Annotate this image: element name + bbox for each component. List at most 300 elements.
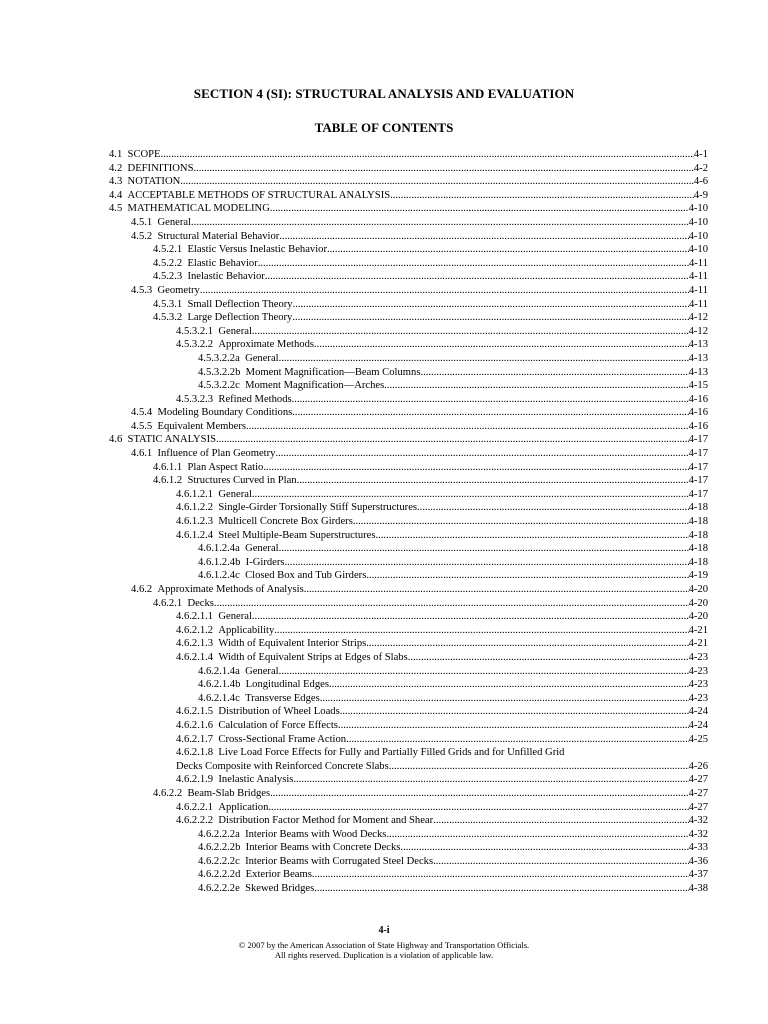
toc-entry-text [131, 447, 275, 461]
toc-entry-number: 4.6.1.2.4 [176, 529, 214, 541]
toc-entry-title: Closed Box and Tub Girders [245, 570, 367, 582]
toc-entry[interactable] [109, 678, 708, 692]
toc-entry-text [198, 855, 433, 869]
toc-entry-text [198, 882, 314, 896]
toc-entry-page: 4-33 [688, 842, 708, 854]
toc-entry-number: 4.6.2.2.2 [176, 815, 214, 827]
toc-entry-page: 4-17 [688, 488, 708, 500]
toc-entry-text [198, 569, 366, 583]
toc-entry-text [176, 393, 292, 407]
toc-entry[interactable] [109, 461, 708, 475]
toc-entry[interactable] [109, 175, 708, 189]
toc-entry[interactable] [109, 447, 708, 461]
toc-entry-page: 4-10 [688, 203, 708, 215]
toc-entry-title: Applicability [218, 624, 275, 636]
dot-leader [268, 801, 688, 815]
toc-entry-text [176, 637, 366, 651]
toc-entry[interactable] [109, 162, 708, 176]
toc-entry-page: 4-20 [688, 611, 708, 623]
toc-entry-number: 4.6.2.2.2b [198, 842, 241, 854]
toc-entry-number: 4.6.1.2.4b [198, 556, 241, 568]
toc-entry-number: 4.6.2.1.1 [176, 611, 214, 623]
toc-entry[interactable] [109, 257, 708, 271]
toc-entry-page: 4-24 [688, 706, 708, 718]
dot-leader [214, 597, 689, 611]
dot-leader [390, 189, 694, 203]
toc-entry-page: 4-21 [688, 624, 708, 636]
toc-entry-number: 4.5.2.2 [153, 257, 183, 269]
dot-leader [252, 488, 689, 502]
toc-entry-title: NOTATION [127, 176, 181, 188]
toc-title: TABLE OF CONTENTS [314, 120, 454, 135]
toc-entry-page: 4-11 [688, 298, 708, 310]
toc-entry-title: Small Deflection Theory [187, 298, 293, 310]
toc-entry-number: 4.5.3.2.1 [176, 325, 214, 337]
dot-leader [420, 366, 688, 380]
toc-entry[interactable] [109, 787, 708, 801]
toc-entry[interactable] [109, 393, 708, 407]
toc-entry-number: 4.5.3.2.2 [176, 339, 214, 351]
toc-entry-page: 4-11 [688, 284, 708, 296]
toc-entry-text [131, 583, 304, 597]
toc-entry-number: 4.6.2.2.1 [176, 801, 214, 813]
toc-entry-page: 4-16 [688, 420, 708, 432]
dot-leader [304, 583, 689, 597]
toc-entry-page: 4-10 [688, 230, 708, 242]
toc-entry[interactable] [109, 366, 708, 380]
toc-entry-number: 4.6.2.2.2e [198, 883, 240, 895]
toc-entry-title: Decks [187, 597, 214, 609]
toc-entry-text [153, 597, 214, 611]
toc-entry-text [153, 257, 258, 271]
toc-entry-page: 4-11 [688, 271, 708, 283]
toc-entry[interactable] [109, 719, 708, 733]
toc-entry-title: Interior Beams with Concrete Decks [245, 842, 401, 854]
toc-entry[interactable] [109, 243, 708, 257]
dot-leader [180, 175, 694, 189]
toc-entry-title: Approximate Methods [218, 339, 314, 351]
toc-entry-text [176, 651, 408, 665]
toc-entry-page: 4-27 [688, 801, 708, 813]
toc-entry[interactable] [109, 488, 708, 502]
toc-entry-title: Inelastic Behavior [187, 271, 265, 283]
toc-entry-text [176, 515, 353, 529]
toc-entry-title: Width of Equivalent Strips at Edges of Slabs [218, 651, 408, 663]
toc-entry-text [176, 773, 293, 787]
toc-entry[interactable] [109, 583, 708, 597]
toc-entry-number: 4.6.2.1.4c [198, 692, 240, 704]
dot-leader [292, 406, 688, 420]
dot-leader [200, 284, 689, 298]
copyright-line-1: © 2007 by the American Association of State Highway and Transportation Officials. [238, 940, 530, 950]
toc-entry-number: 4.3 [109, 176, 123, 188]
toc-entry[interactable] [109, 692, 708, 706]
toc-entry-title: Moment Magnification—Beam Columns [245, 366, 421, 378]
toc-entry[interactable] [109, 841, 708, 855]
toc-entry-title: General [245, 665, 279, 677]
toc-entry-text [109, 189, 390, 203]
toc-entry-page: 4-23 [688, 692, 708, 704]
section-title: SECTION 4 (SI): STRUCTURAL ANALYSIS AND EVALUATION [193, 86, 575, 101]
toc-entry[interactable] [109, 610, 708, 624]
toc-entry-text [176, 488, 252, 502]
dot-leader [279, 542, 689, 556]
dot-leader [400, 841, 688, 855]
toc-entry-title: General [218, 611, 252, 623]
toc-entry-number: 4.6.2.1.5 [176, 706, 214, 718]
dot-leader [433, 814, 688, 828]
toc-entry[interactable] [109, 828, 708, 842]
toc-entry[interactable] [109, 325, 708, 339]
toc-entry-page: 4-26 [688, 760, 708, 772]
toc-entry-page: 4-13 [688, 339, 708, 351]
toc-entry-number: 4.2 [109, 162, 123, 174]
toc-entry-title: Plan Aspect Ratio [187, 461, 264, 473]
toc-entry-page: 4-13 [688, 352, 708, 364]
toc-entry-page: 4-18 [688, 529, 708, 541]
toc-entry-title: Width of Equivalent Interior Strips [218, 638, 367, 650]
dot-leader [366, 569, 688, 583]
toc-entry-number: 4.6 [109, 434, 123, 446]
toc-entry[interactable] [109, 801, 708, 815]
toc-entry-page: 4-20 [688, 584, 708, 595]
toc-entry-number: 4.6.1.2.4c [198, 570, 240, 582]
toc-entry[interactable] [109, 515, 708, 529]
toc-entry[interactable] [109, 624, 708, 638]
toc-entry-page: 4-25 [688, 733, 708, 745]
toc-entry-text [176, 338, 314, 352]
toc-entry-title: Approximate Methods of Analysis [157, 584, 304, 595]
dot-leader [297, 474, 689, 488]
toc-entry-text [198, 678, 329, 692]
toc-entry[interactable] [109, 882, 708, 896]
dot-leader [314, 338, 689, 352]
toc-entry-title: Modeling Boundary Conditions [157, 407, 293, 419]
toc-entry-page: 4-32 [688, 815, 708, 827]
toc-entry[interactable] [109, 556, 708, 570]
toc-entry-page: 4-10 [688, 216, 708, 228]
footer-page-number: 4-i [378, 925, 390, 936]
toc-entry-page: 4-18 [688, 543, 708, 555]
toc-entry-page: 4-12 [688, 325, 708, 337]
toc-entry-title: Refined Methods [218, 393, 292, 405]
dot-leader [329, 678, 689, 692]
dot-leader [279, 665, 689, 679]
dot-leader [191, 216, 689, 230]
toc-entry-number: 4.6.1.2.2 [176, 502, 214, 514]
toc-entry-number: 4.6.2.1.6 [176, 719, 214, 731]
toc-entry-text [176, 733, 346, 747]
toc-entry-text [176, 501, 417, 515]
toc-entry-title: General [218, 488, 252, 500]
toc-entry-number: 4.6.2.1.4a [198, 665, 240, 677]
toc-entry-number: 4.6.2.2.2d [198, 869, 241, 881]
toc-entry[interactable] [109, 284, 708, 298]
dot-leader [292, 393, 689, 407]
toc-entry-title: Live Load Force Effects for Fully and Partially Filled Grids and for Unfilled Grid [218, 747, 565, 759]
toc-entry-page: 4-1 [693, 149, 708, 160]
toc-entry-text [153, 787, 270, 801]
toc-entry-number: 4.5 [109, 203, 123, 215]
toc-entry[interactable] [109, 746, 708, 760]
toc-entry[interactable] [109, 202, 708, 216]
dot-leader [338, 719, 689, 733]
toc-entry-number: 4.5.3.2.2a [198, 352, 240, 364]
toc-entry-text [109, 202, 270, 216]
toc-entry-title: DEFINITIONS [127, 162, 194, 174]
dot-leader [408, 651, 689, 665]
toc-entry-continuation[interactable] [109, 760, 708, 774]
toc-entry-title: Distribution Factor Method for Moment and Shear [218, 815, 434, 827]
dot-leader [389, 760, 689, 774]
dot-leader [246, 420, 689, 434]
toc-entry-page: 4-17 [688, 461, 708, 473]
dot-leader [353, 515, 689, 529]
toc-entry-number: 4.5.4 [131, 407, 153, 419]
dot-leader [265, 270, 689, 284]
toc-entry-text [176, 624, 274, 638]
toc-entry-text [176, 705, 340, 719]
dot-leader [274, 624, 688, 638]
toc-entry-title: General [245, 352, 279, 364]
toc-entry-title: Influence of Plan Geometry [157, 448, 276, 460]
toc-entry[interactable] [109, 637, 708, 651]
toc-entry-number: 4.5.3.1 [153, 298, 183, 310]
toc-entry-title: General [245, 543, 279, 555]
toc-entry[interactable] [109, 298, 708, 312]
toc-entry[interactable] [109, 189, 708, 203]
toc-entry-text [109, 148, 161, 162]
toc-entry-number: 4.6.2.1 [153, 597, 183, 609]
toc-entry-page: 4-13 [688, 366, 708, 378]
toc-entry-title: Single-Girder Torsionally Stiff Superstructures [218, 502, 418, 514]
toc-entry[interactable] [109, 542, 708, 556]
toc-entry-number: 4.5.3.2.2b [198, 366, 241, 378]
toc-entry-number: 4.6.2.2 [153, 787, 183, 799]
toc-entry-number: 4.4 [109, 189, 123, 201]
toc-entry-number: 4.1 [109, 149, 123, 160]
toc-entry-title: Application [218, 801, 269, 813]
toc-entry-page: 4-27 [688, 774, 708, 786]
toc-entry[interactable] [109, 311, 708, 325]
toc-entry-title: Elastic Versus Inelastic Behavior [187, 244, 327, 256]
dot-leader [263, 461, 688, 475]
toc-entry-title: Multicell Concrete Box Girders [218, 516, 353, 528]
toc-entry-title: Beam-Slab Bridges [187, 787, 271, 799]
toc-entry-title: Steel Multiple-Beam Superstructures [218, 529, 376, 541]
toc-entry-number: 4.6.2.2.2a [198, 828, 240, 840]
toc-entry-title-continuation: Decks Composite with Reinforced Concrete Slabs [176, 760, 389, 772]
dot-leader [314, 882, 688, 896]
toc-entry-text [198, 352, 279, 366]
toc-entry-page: 4-21 [688, 638, 708, 650]
toc-entry-number: 4.6.2.1.2 [176, 624, 214, 636]
dot-leader [270, 202, 689, 216]
toc-entry[interactable] [109, 270, 708, 284]
toc-entry-page: 4-32 [688, 828, 708, 840]
toc-entry-number: 4.5.1 [131, 216, 153, 228]
toc-entry-number: 4.5.2 [131, 230, 153, 242]
toc-entry-number: 4.6.2.1.4b [198, 679, 241, 691]
toc-entry-text [176, 325, 252, 339]
toc-entry-number: 4.5.3.2 [153, 312, 183, 324]
toc-entry-title: Moment Magnification—Arches [245, 380, 385, 392]
toc-entry-text [176, 801, 268, 815]
toc-entry[interactable] [109, 148, 708, 162]
toc-entry-title: General [157, 216, 192, 228]
dot-leader [193, 162, 693, 176]
toc-entry-page: 4-18 [688, 556, 708, 568]
toc-entry[interactable] [109, 665, 708, 679]
dot-leader [417, 501, 689, 515]
toc-entry-title: STATIC ANALYSIS [127, 434, 216, 446]
toc-entry[interactable] [109, 597, 708, 611]
toc-entry-title: Structural Material Behavior [157, 230, 280, 242]
toc-entry-number: 4.6.2 [131, 584, 153, 595]
toc-entry[interactable] [109, 230, 708, 244]
toc-entry-text [153, 270, 265, 284]
toc-entry[interactable] [109, 705, 708, 719]
toc-entry-text [176, 814, 433, 828]
toc-entry-text [153, 243, 327, 257]
toc-entry-text [131, 216, 191, 230]
toc-entry-page: 4-12 [688, 312, 708, 324]
toc-entry-number: 4.5.2.3 [153, 271, 183, 283]
toc-entry[interactable] [109, 529, 708, 543]
dot-leader [346, 733, 689, 747]
toc-entry[interactable] [109, 216, 708, 230]
toc-entry-text [109, 162, 193, 176]
toc-entry-text [198, 692, 320, 706]
dot-leader [340, 705, 689, 719]
copyright-notice [0, 940, 768, 960]
toc-entry-page: 4-27 [688, 787, 708, 799]
toc-entry-title: I-Girders [245, 556, 285, 568]
toc-entry-page: 4-15 [688, 380, 708, 392]
toc-entry-page: 4-38 [688, 883, 708, 895]
toc-entry-text [153, 311, 292, 325]
toc-entry[interactable] [109, 338, 708, 352]
toc-entry-page: 4-17 [688, 475, 708, 487]
toc-entry[interactable] [109, 379, 708, 393]
toc-entry[interactable] [109, 474, 708, 488]
dot-leader [275, 447, 688, 461]
toc-entry[interactable] [109, 406, 708, 420]
toc-entry-page: 4-10 [688, 244, 708, 256]
toc-entry-text [131, 284, 200, 298]
toc-entry[interactable] [109, 733, 708, 747]
toc-entry-page: 4-16 [688, 407, 708, 419]
toc-entry-text [198, 828, 386, 842]
toc-entry-text [109, 175, 180, 189]
toc-entry-number: 4.6.2.2.2c [198, 855, 240, 867]
toc-entry-text [131, 230, 279, 244]
toc-entry-number: 4.5.2.1 [153, 244, 183, 256]
toc-entry[interactable] [109, 420, 708, 434]
toc-entry[interactable] [109, 773, 708, 787]
toc-entry-title: SCOPE [127, 149, 161, 160]
toc-entry-text [153, 474, 297, 488]
toc-entry-page: 4-23 [688, 651, 708, 663]
dot-leader [384, 379, 688, 393]
toc-entry-title: Large Deflection Theory [187, 312, 293, 324]
toc-entry-text [198, 665, 279, 679]
dot-leader [366, 637, 688, 651]
toc-entry-number: 4.6.1.1 [153, 461, 183, 473]
toc-entry-page: 4-23 [688, 665, 708, 677]
toc-entry-title: ACCEPTABLE METHODS OF STRUCTURAL ANALYSIS [127, 189, 391, 201]
toc-entry-page: 4-23 [688, 679, 708, 691]
dot-leader [285, 556, 689, 570]
toc-entry-number: 4.5.5 [131, 420, 153, 432]
toc-entry[interactable] [109, 855, 708, 869]
dot-leader [312, 868, 689, 882]
toc-entry-title: Structures Curved in Plan [187, 475, 297, 487]
toc-entry-number: 4.6.2.1.3 [176, 638, 214, 650]
toc-entry-text [131, 420, 246, 434]
dot-leader [279, 352, 689, 366]
toc-entry-title: Calculation of Force Effects [218, 719, 338, 731]
toc-entry[interactable] [109, 814, 708, 828]
toc-entry-text [198, 542, 279, 556]
toc-entry[interactable] [109, 352, 708, 366]
dot-leader [293, 773, 688, 787]
toc-entry[interactable] [109, 501, 708, 515]
toc-entry-text [198, 366, 420, 380]
dot-leader [161, 148, 694, 162]
toc-entry-page: 4-18 [688, 502, 708, 514]
toc-entry-text [131, 406, 292, 420]
toc-entry-number: 4.6.1.2.4a [198, 543, 240, 555]
toc-entry-title: General [218, 325, 252, 337]
dot-leader [433, 855, 689, 869]
toc-entry-title: Elastic Behavior [187, 257, 258, 269]
toc-entry-text [176, 610, 252, 624]
toc-entry-title: Longitudinal Edges [245, 679, 329, 691]
toc-entry-page: 4-17 [688, 434, 708, 446]
toc-entry-text [198, 379, 384, 393]
toc-entry-number: 4.6.1.2.1 [176, 488, 214, 500]
toc-entry[interactable] [109, 651, 708, 665]
dot-leader [279, 230, 688, 244]
toc-entry-title: Exterior Beams [245, 869, 312, 881]
table-of-contents [109, 148, 708, 896]
dot-leader [375, 529, 688, 543]
toc-entry-number: 4.6.2.1.7 [176, 733, 214, 745]
toc-entry[interactable] [109, 433, 708, 447]
dot-leader [252, 610, 689, 624]
dot-leader [216, 433, 689, 447]
toc-entry-title: Inelastic Analysis [218, 774, 294, 786]
toc-entry-title: MATHEMATICAL MODELING [127, 203, 270, 215]
toc-entry-title: Interior Beams with Wood Decks [245, 828, 387, 840]
toc-entry-page: 4-24 [688, 719, 708, 731]
toc-entry-title: Equivalent Members [157, 420, 247, 432]
toc-entry[interactable] [109, 569, 708, 583]
toc-entry-page: 4-18 [688, 516, 708, 528]
toc-entry-page: 4-20 [688, 597, 708, 609]
toc-entry-page: 4-6 [693, 176, 708, 188]
toc-entry-number: 4.6.1.2 [153, 475, 183, 487]
toc-entry-page: 4-36 [688, 855, 708, 867]
toc-entry-title: Transverse Edges [245, 692, 320, 704]
dot-leader [258, 257, 689, 271]
toc-entry-number: 4.6.2.1.8 [176, 747, 214, 759]
toc-entry[interactable] [109, 868, 708, 882]
toc-entry-number: 4.5.3.2.2c [198, 380, 240, 392]
toc-entry-title: Interior Beams with Corrugated Steel Decks [245, 855, 434, 867]
toc-entry-text [109, 433, 216, 447]
